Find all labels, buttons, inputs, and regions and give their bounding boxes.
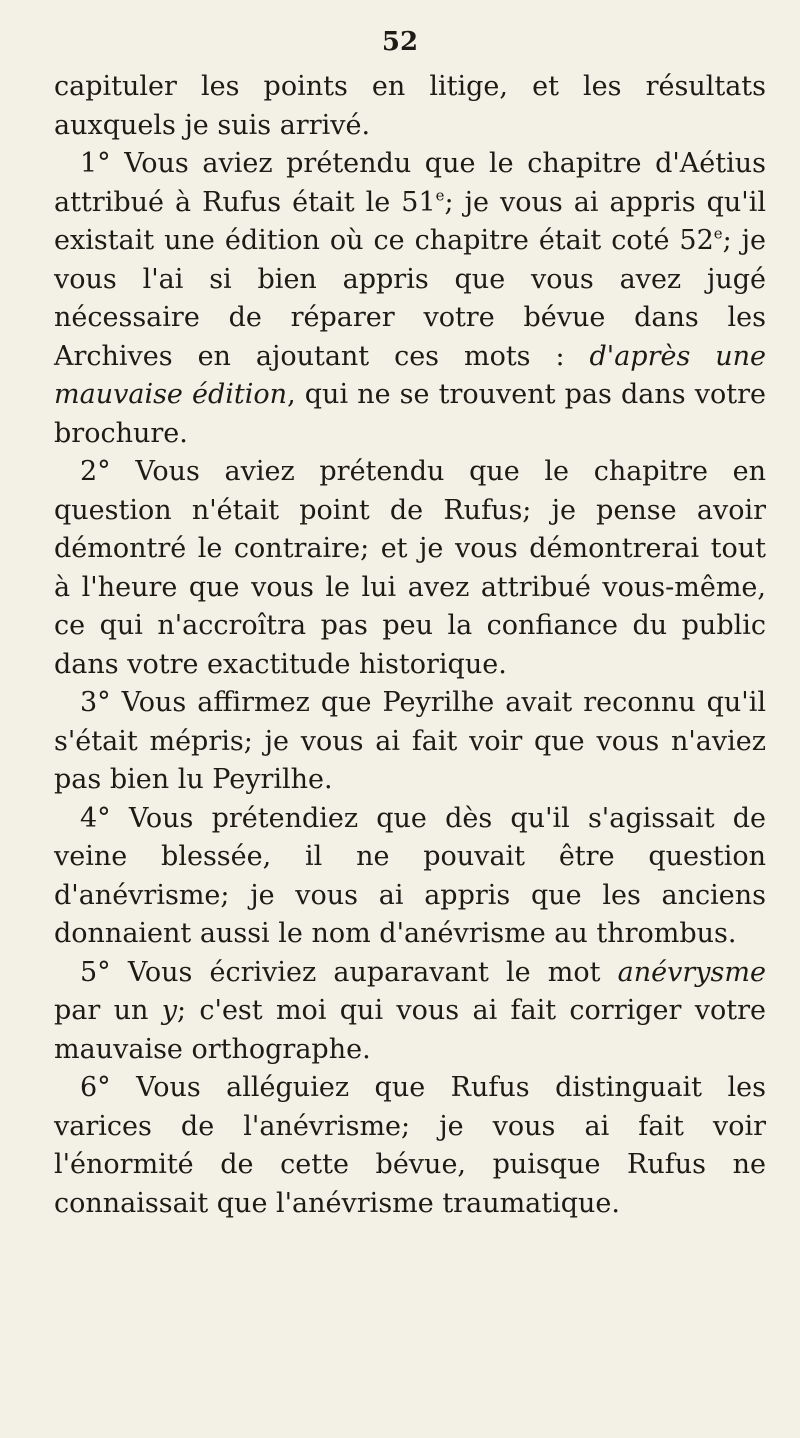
point-1-text-c: ; je vous ai appris qu'il existait une édition où ce chapitre était coté 52 [54,186,767,256]
paragraph-point-4: 4° Vous prétendiez que dès qu'il s'agissait de veine blessée, il ne pouvait être question d'anévrisme; je vous ai appris que les anciens donnaient aussi le nom d'anévrisme au thrombus. [54,802,766,949]
point-5-text-e: ; c'est moi qui vous ai fait corriger votre mauvaise orthographe. [54,995,766,1065]
paragraph-continuation: capituler les points en litige, et les résultats auxquels je suis arrivé. [54,71,766,141]
paragraph-point-3: 3° Vous affirmez que Peyrilhe avait reconnu qu'il s'était mépris; je vous ai fait voir que vous n'aviez pas bien lu Peyrilhe. [54,687,766,795]
point-5-italic-word: anévrysme [617,956,766,988]
point-1-superscript-a: e [435,186,445,205]
point-1-text-a: 1° Vous aviez prétendu que le chapitre d'Aétius attribué à Rufus était le 51 [54,148,766,218]
page-number: 52 [381,27,419,57]
paragraph-point-1 [54,145,766,453]
point-1-italic-quote: d'après une mauvaise édition [54,340,766,410]
paragraph-point-2: 2° Vous aviez prétendu que le chapitre en question n'était point de Rufus; je pense avoir démontré le contraire; et je vous démontrerai tout à l'heure que vous le lui avez attribué vous-même, ce qui n'accroîtra pas peu la confiance du public dans votre exactitude historique. [54,456,766,680]
paragraph-point-6: 6° Vous alléguiez que Rufus distinguait les varices de l'anévrisme; je vous ai fait voir l'énormité de cette bévue, puisque Rufus ne connaissait que l'anévrisme traumatique. [54,1072,766,1219]
point-5-text-a: 5° Vous écriviez auparavant le mot [80,956,618,988]
paragraph-point-5 [54,954,766,1070]
point-1-text-e: ; je vous l'ai si bien appris que vous avez jugé nécessaire de réparer votre bévue dans les Archives en ajoutant ces mots : [54,225,766,372]
body-text [54,68,766,1223]
point-5-italic-letter: y [161,995,177,1026]
point-1-superscript-b: e [713,224,723,243]
point-5-text-c: par un [54,995,162,1026]
point-1-text-g: , qui ne se trouvent pas dans votre brochure. [54,379,766,449]
